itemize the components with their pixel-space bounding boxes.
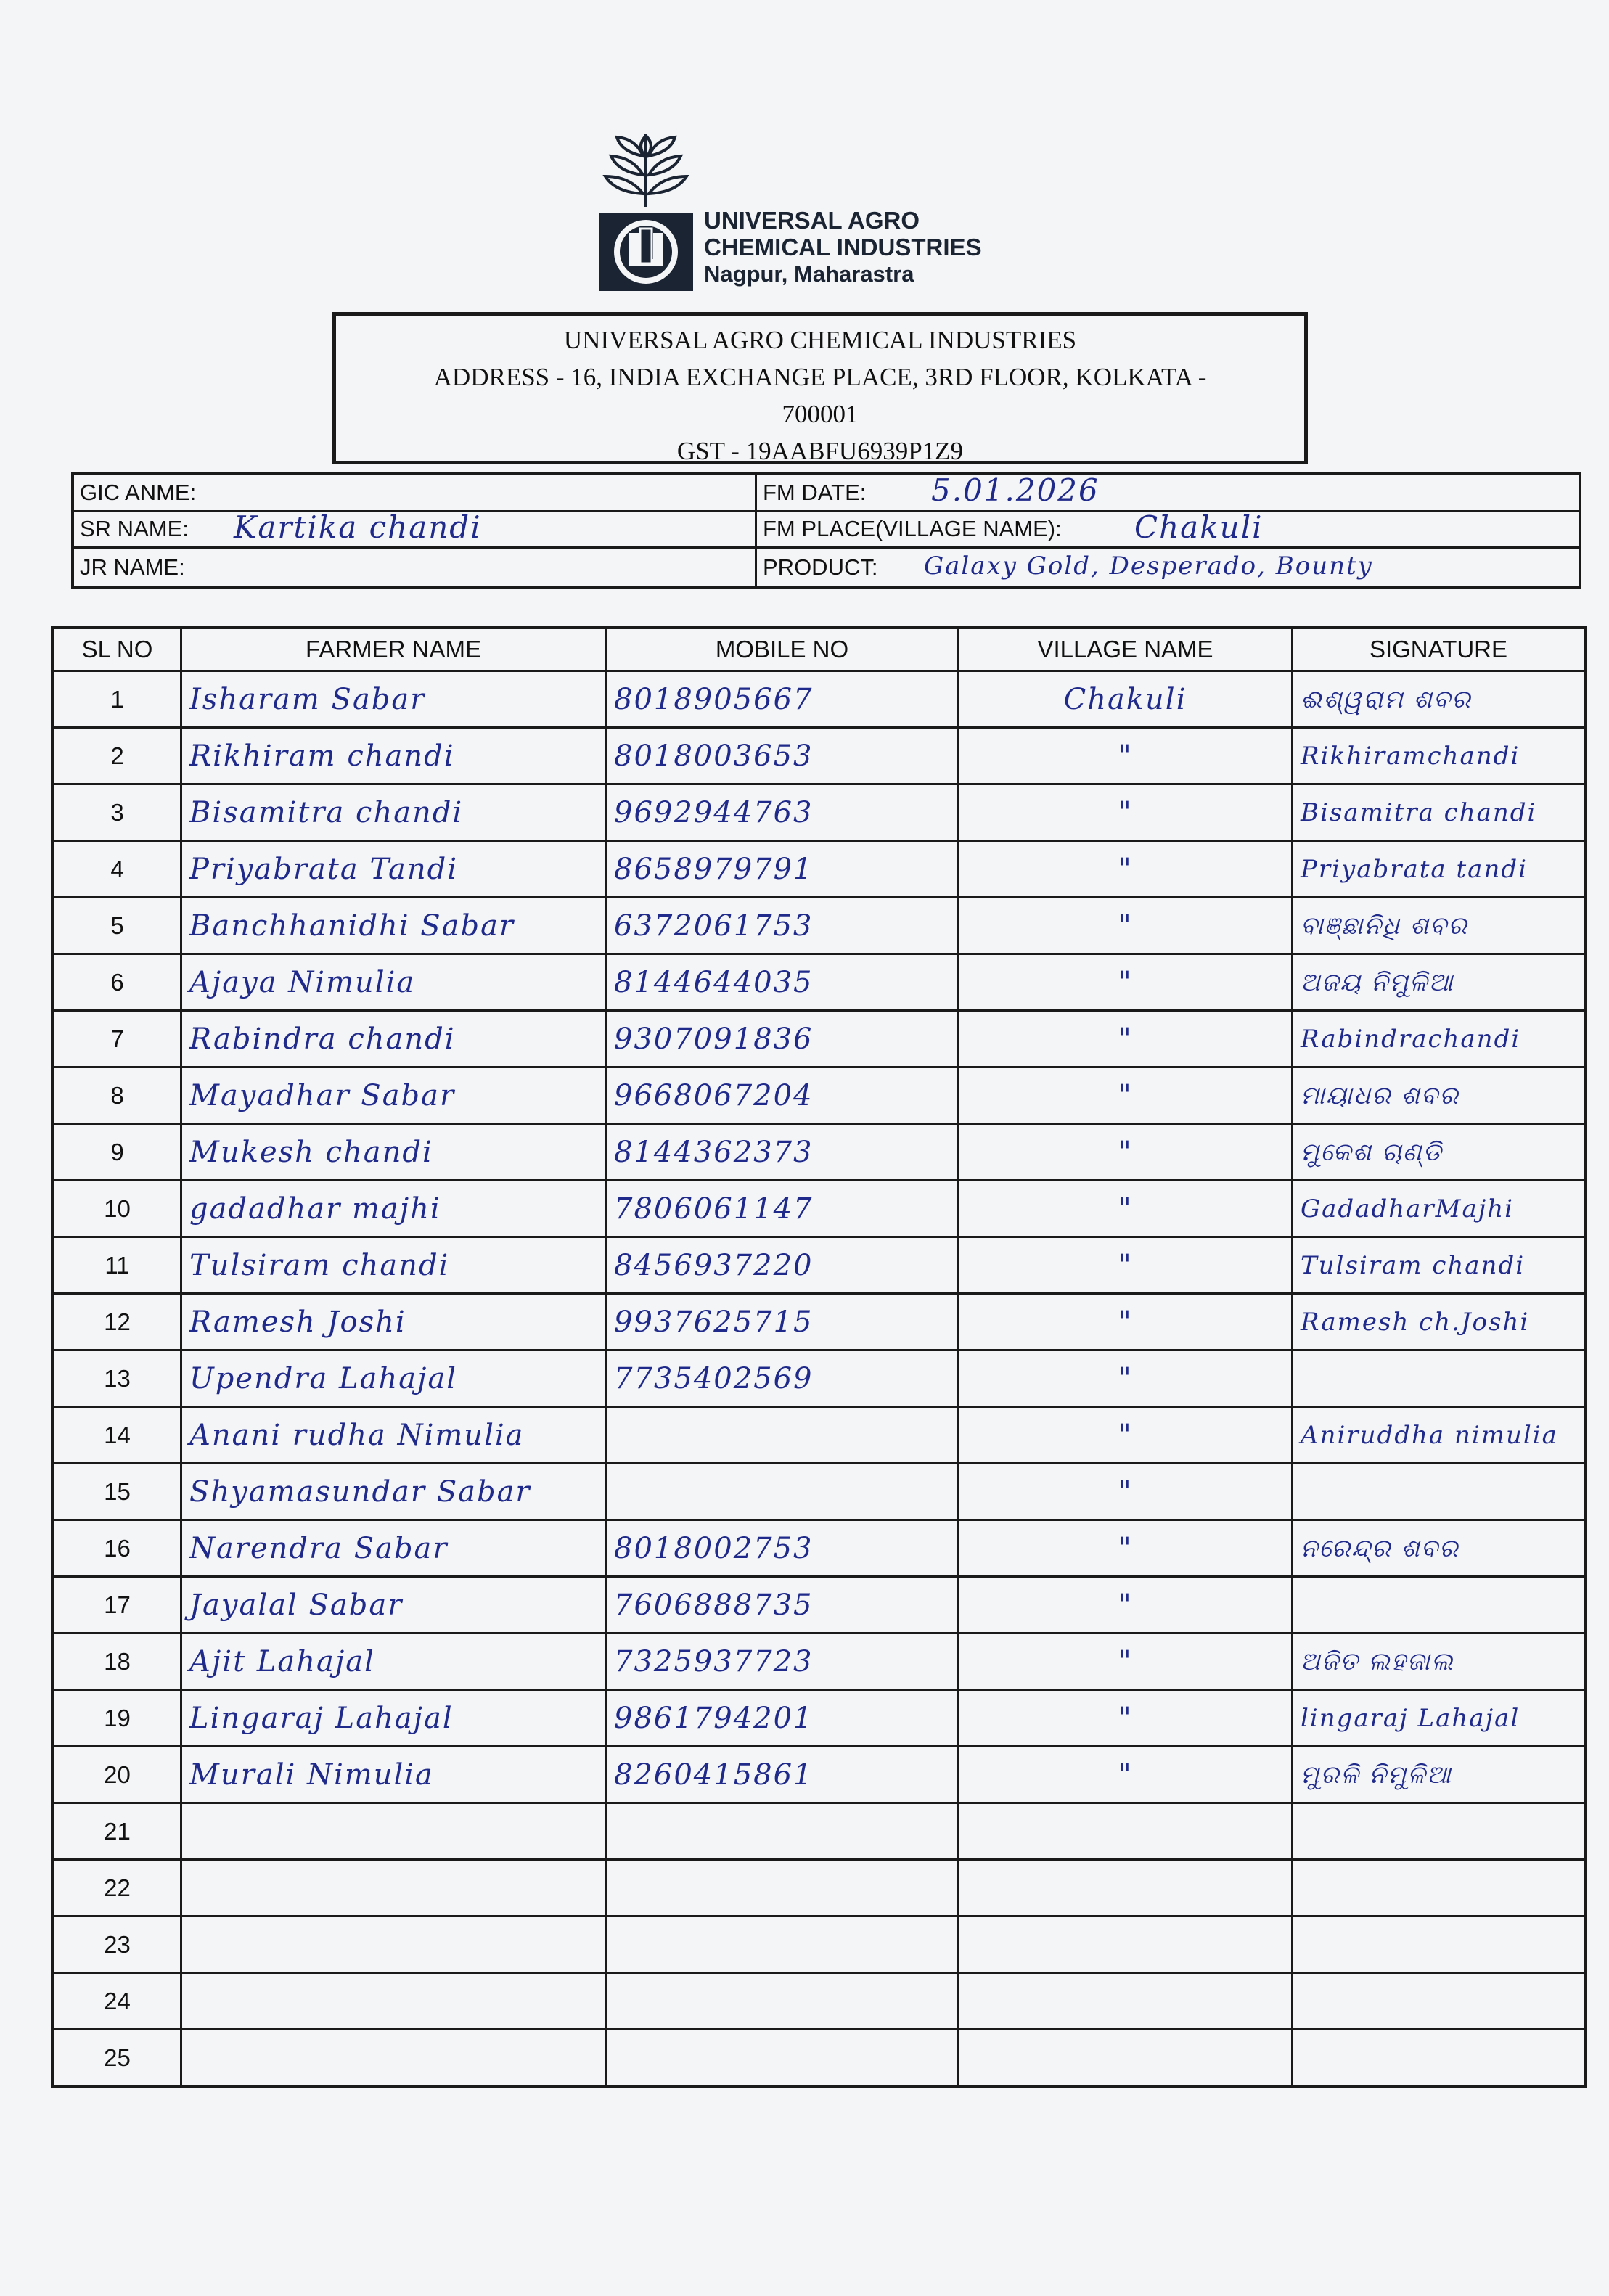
table-row: [53, 1294, 1586, 1350]
signature-cell: [1293, 1973, 1586, 2030]
leaf-emblem-icon: [595, 127, 697, 294]
sr-name-label: SR NAME:: [80, 516, 189, 542]
col-header-farmer-name: FARMER NAME: [181, 628, 606, 671]
farmer-name-cell: [181, 1973, 606, 2030]
farmer-name-cell: [181, 1860, 606, 1916]
signature-cell: ଅଜୟ ନିମୁଳିଆ: [1293, 954, 1586, 1011]
gic-name-field: [74, 475, 757, 512]
jr-name-field: [74, 549, 757, 586]
fm-date-value: 5.01.2026: [931, 475, 1100, 508]
table-row: [53, 1747, 1586, 1803]
table-row: [53, 1237, 1586, 1294]
village-name-cell: ": [959, 1633, 1293, 1690]
logo-text: [704, 207, 982, 287]
farmer-table: [51, 626, 1587, 2088]
sl-no-cell: 9: [53, 1124, 181, 1181]
farmer-name-cell: Ramesh Joshi: [181, 1294, 606, 1350]
col-header-signature: SIGNATURE: [1293, 628, 1586, 671]
farmer-name-cell: Shyamasundar Sabar: [181, 1464, 606, 1520]
village-name-cell: ": [959, 1747, 1293, 1803]
logo-line-1: UNIVERSAL AGRO: [704, 207, 920, 234]
mobile-no-cell: 9861794201: [606, 1690, 959, 1747]
table-row: [53, 1181, 1586, 1237]
col-header-mobile-no: MOBILE NO: [606, 628, 959, 671]
table-row: [53, 671, 1586, 728]
signature-cell: Rikhiramchandi: [1293, 728, 1586, 784]
product-value: Galaxy Gold, Desperado, Bounty: [924, 552, 1373, 581]
village-name-cell: [959, 2030, 1293, 2087]
sr-name-value: Kartika chandi: [234, 512, 482, 545]
mobile-no-cell: 8260415861: [606, 1747, 959, 1803]
village-name-cell: ": [959, 1067, 1293, 1124]
mobile-no-cell: 9307091836: [606, 1011, 959, 1067]
village-name-cell: [959, 1860, 1293, 1916]
sl-no-cell: 1: [53, 671, 181, 728]
village-name-cell: ": [959, 1520, 1293, 1577]
table-body: [53, 671, 1586, 2087]
mobile-no-cell: 8456937220: [606, 1237, 959, 1294]
sl-no-cell: 10: [53, 1181, 181, 1237]
gic-name-label: GIC ANME:: [80, 479, 197, 505]
sl-no-cell: 12: [53, 1294, 181, 1350]
table-row: [53, 1464, 1586, 1520]
sl-no-cell: 11: [53, 1237, 181, 1294]
farmer-name-cell: Bisamitra chandi: [181, 784, 606, 841]
village-name-cell: ": [959, 1407, 1293, 1464]
farmer-name-cell: Ajit Lahajal: [181, 1633, 606, 1690]
signature-cell: lingaraj Lahajal: [1293, 1690, 1586, 1747]
signature-cell: GadadharMajhi: [1293, 1181, 1586, 1237]
farmer-name-cell: Mayadhar Sabar: [181, 1067, 606, 1124]
village-name-cell: ": [959, 1124, 1293, 1181]
mobile-no-cell: 8018002753: [606, 1520, 959, 1577]
col-header-village-name: VILLAGE NAME: [959, 628, 1293, 671]
signature-cell: ନରେନ୍ଦ୍ର ଶବର: [1293, 1520, 1586, 1577]
logo-line-3: Nagpur, Maharastra: [704, 261, 914, 287]
table-row: [53, 1973, 1586, 2030]
sl-no-cell: 23: [53, 1916, 181, 1973]
mobile-no-cell: 9937625715: [606, 1294, 959, 1350]
company-address-box: [332, 312, 1308, 464]
mobile-no-cell: 6372061753: [606, 898, 959, 954]
table-row: [53, 728, 1586, 784]
company-address: ADDRESS - 16, INDIA EXCHANGE PLACE, 3RD FLOOR, KOLKATA -: [433, 363, 1207, 391]
sl-no-cell: 22: [53, 1860, 181, 1916]
farmer-name-cell: Narendra Sabar: [181, 1520, 606, 1577]
table-row: [53, 1690, 1586, 1747]
village-name-cell: ": [959, 784, 1293, 841]
company-gst: GST - 19AABFU6939P1Z9: [676, 437, 964, 465]
table-row: [53, 1124, 1586, 1181]
sl-no-cell: 17: [53, 1577, 181, 1633]
sl-no-cell: 15: [53, 1464, 181, 1520]
mobile-no-cell: [606, 1916, 959, 1973]
signature-cell: [1293, 1916, 1586, 1973]
farmer-name-cell: Banchhanidhi Sabar: [181, 898, 606, 954]
mobile-no-cell: 7735402569: [606, 1350, 959, 1407]
signature-cell: ମାୟାଧର ଶବର: [1293, 1067, 1586, 1124]
signature-cell: [1293, 1860, 1586, 1916]
company-pin: 700001: [782, 400, 859, 428]
sl-no-cell: 16: [53, 1520, 181, 1577]
sl-no-cell: 6: [53, 954, 181, 1011]
farmer-name-cell: Tulsiram chandi: [181, 1237, 606, 1294]
farmer-name-cell: gadadhar majhi: [181, 1181, 606, 1237]
mobile-no-cell: [606, 1860, 959, 1916]
company-name: UNIVERSAL AGRO CHEMICAL INDUSTRIES: [563, 326, 1077, 354]
farmer-name-cell: Anani rudha Nimulia: [181, 1407, 606, 1464]
mobile-no-cell: 8018905667: [606, 671, 959, 728]
table-row: [53, 1577, 1586, 1633]
mobile-no-cell: 7806061147: [606, 1181, 959, 1237]
village-name-cell: ": [959, 898, 1293, 954]
signature-cell: Aniruddha nimulia: [1293, 1407, 1586, 1464]
village-name-cell: ": [959, 1011, 1293, 1067]
sl-no-cell: 13: [53, 1350, 181, 1407]
mobile-no-cell: [606, 1973, 959, 2030]
village-name-cell: [959, 1803, 1293, 1860]
table-header-row: [53, 628, 1586, 671]
fm-place-field: [757, 512, 1579, 549]
mobile-no-cell: [606, 1803, 959, 1860]
sl-no-cell: 8: [53, 1067, 181, 1124]
farmer-name-cell: Isharam Sabar: [181, 671, 606, 728]
farmer-name-cell: Upendra Lahajal: [181, 1350, 606, 1407]
village-name-cell: ": [959, 1690, 1293, 1747]
table-row: [53, 898, 1586, 954]
product-label: PRODUCT:: [763, 554, 878, 580]
sl-no-cell: 5: [53, 898, 181, 954]
mobile-no-cell: 9668067204: [606, 1067, 959, 1124]
farmer-name-cell: [181, 1916, 606, 1973]
signature-cell: ମୁରଳି ନିମୁଳିଆ: [1293, 1747, 1586, 1803]
signature-cell: ବାଞ୍ଛାନିଧି ଶବର: [1293, 898, 1586, 954]
table-row: [53, 1916, 1586, 1973]
table-row: [53, 1011, 1586, 1067]
signature-cell: Rabindrachandi: [1293, 1011, 1586, 1067]
signature-cell: Priyabrata tandi: [1293, 841, 1586, 898]
col-header-sl-no: SL NO: [53, 628, 181, 671]
signature-cell: [1293, 2030, 1586, 2087]
signature-cell: ଈଶ୍ୱରାମ ଶବର: [1293, 671, 1586, 728]
village-name-cell: ": [959, 841, 1293, 898]
table-row: [53, 2030, 1586, 2087]
mobile-no-cell: [606, 1407, 959, 1464]
fm-date-label: FM DATE:: [763, 479, 867, 505]
table-row: [53, 1633, 1586, 1690]
village-name-cell: ": [959, 1237, 1293, 1294]
village-name-cell: ": [959, 1294, 1293, 1350]
table-row: [53, 1350, 1586, 1407]
table-row: [53, 954, 1586, 1011]
jr-name-label: JR NAME:: [80, 554, 185, 580]
farmer-name-cell: Priyabrata Tandi: [181, 841, 606, 898]
village-name-cell: ": [959, 1350, 1293, 1407]
signature-cell: [1293, 1464, 1586, 1520]
signature-cell: Tulsiram chandi: [1293, 1237, 1586, 1294]
signature-cell: ମୁକେଶ ଚାଣ୍ଡି: [1293, 1124, 1586, 1181]
sl-no-cell: 2: [53, 728, 181, 784]
mobile-no-cell: 7325937723: [606, 1633, 959, 1690]
mobile-no-cell: [606, 2030, 959, 2087]
sl-no-cell: 7: [53, 1011, 181, 1067]
mobile-no-cell: 7606888735: [606, 1577, 959, 1633]
farmer-name-cell: Murali Nimulia: [181, 1747, 606, 1803]
village-name-cell: [959, 1973, 1293, 2030]
sl-no-cell: 3: [53, 784, 181, 841]
mobile-no-cell: 8144362373: [606, 1124, 959, 1181]
village-name-cell: ": [959, 1181, 1293, 1237]
village-name-cell: ": [959, 1464, 1293, 1520]
sl-no-cell: 25: [53, 2030, 181, 2087]
table-row: [53, 1407, 1586, 1464]
company-logo: [595, 127, 1031, 301]
mobile-no-cell: 9692944763: [606, 784, 959, 841]
form-header-fields: [71, 472, 1581, 589]
logo-line-2: CHEMICAL INDUSTRIES: [704, 234, 982, 261]
table-row: [53, 1067, 1586, 1124]
sr-name-field: [74, 512, 757, 549]
signature-cell: [1293, 1803, 1586, 1860]
sl-no-cell: 18: [53, 1633, 181, 1690]
farmer-name-cell: Lingaraj Lahajal: [181, 1690, 606, 1747]
signature-cell: [1293, 1350, 1586, 1407]
farmer-name-cell: Rikhiram chandi: [181, 728, 606, 784]
table-row: [53, 1520, 1586, 1577]
sl-no-cell: 21: [53, 1803, 181, 1860]
sl-no-cell: 24: [53, 1973, 181, 2030]
farmer-name-cell: Ajaya Nimulia: [181, 954, 606, 1011]
signature-cell: Bisamitra chandi: [1293, 784, 1586, 841]
fm-place-value: Chakuli: [1134, 512, 1264, 545]
product-field: [757, 549, 1579, 586]
farmer-name-cell: [181, 2030, 606, 2087]
table-row: [53, 841, 1586, 898]
farmer-name-cell: Jayalal Sabar: [181, 1577, 606, 1633]
farmer-name-cell: [181, 1803, 606, 1860]
sl-no-cell: 19: [53, 1690, 181, 1747]
signature-cell: [1293, 1577, 1586, 1633]
table-row: [53, 1860, 1586, 1916]
table-row: [53, 784, 1586, 841]
table-row: [53, 1803, 1586, 1860]
farmer-name-cell: Mukesh chandi: [181, 1124, 606, 1181]
village-name-cell: [959, 1916, 1293, 1973]
sl-no-cell: 4: [53, 841, 181, 898]
village-name-cell: Chakuli: [959, 671, 1293, 728]
sl-no-cell: 14: [53, 1407, 181, 1464]
mobile-no-cell: 8144644035: [606, 954, 959, 1011]
signature-cell: Ramesh ch.Joshi: [1293, 1294, 1586, 1350]
signature-cell: ଅଜିତ ଲହଜାଲ: [1293, 1633, 1586, 1690]
fm-place-label: FM PLACE(VILLAGE NAME):: [763, 516, 1062, 542]
village-name-cell: ": [959, 1577, 1293, 1633]
mobile-no-cell: 8658979791: [606, 841, 959, 898]
fm-date-field: [757, 475, 1579, 512]
village-name-cell: ": [959, 728, 1293, 784]
mobile-no-cell: 8018003653: [606, 728, 959, 784]
sl-no-cell: 20: [53, 1747, 181, 1803]
village-name-cell: ": [959, 954, 1293, 1011]
mobile-no-cell: [606, 1464, 959, 1520]
farmer-name-cell: Rabindra chandi: [181, 1011, 606, 1067]
